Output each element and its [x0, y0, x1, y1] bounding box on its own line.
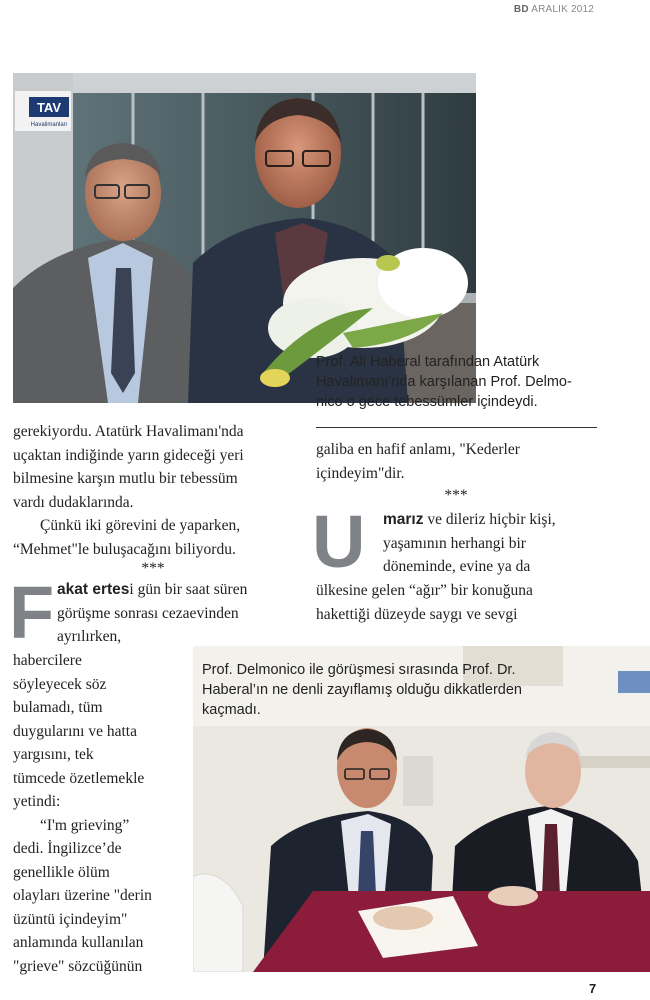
text-line: duygularını ve hatta: [13, 722, 137, 740]
text-line: olayları üzerine "derin: [13, 887, 152, 904]
column-right-wide: [316, 579, 616, 626]
page-number: 7: [589, 981, 597, 996]
lead-bold: marız: [383, 511, 424, 528]
text-line: yetindi:: [13, 793, 61, 810]
caption-line: Haberal’ın ne denli zayıflamış olduğu dikkatlerden: [202, 682, 522, 698]
lead-rest: ve dileriz hiçbir kişi,: [423, 511, 556, 528]
text-line: yargısını, tek: [13, 746, 94, 763]
text-line: Çünkü iki görevini de yaparken,: [40, 517, 241, 534]
caption-line: kaçmadı.: [202, 702, 261, 718]
text-line: üzüntü içindeyim": [13, 910, 128, 928]
text-line: “Mehmet"le buluşacağını biliyordu.: [13, 540, 236, 558]
caption-line: Havalimanı'nda karşılanan Prof. Delmo-: [316, 374, 572, 390]
text-line: "grieve" sözcüğünün: [13, 957, 143, 975]
tav-sign-sub: Havalimanları: [30, 122, 68, 128]
text-line: söyleyecek söz: [13, 675, 107, 693]
text-line: dedi. İngilizce’de: [13, 840, 122, 857]
text-line: vardı dudaklarında.: [13, 493, 134, 511]
text-line: galiba en hafif anlamı, "Kederler: [316, 441, 520, 458]
text-line: uçaktan indiğinde yarın gideceği yeri: [13, 446, 244, 464]
column-left-narrow: [13, 649, 193, 978]
running-header: [514, 4, 594, 15]
text-line: [57, 578, 307, 602]
text-line: bulamadı, tüm: [13, 699, 103, 716]
text-line: anlamında kullanılan: [13, 934, 144, 951]
text-line: gerekiyordu. Atatürk Havalimanı'nda: [13, 423, 244, 440]
text-line: ülkesine gelen “ağır” bir konuğuna: [316, 582, 533, 599]
column-right-lead: [383, 508, 613, 579]
column-right-top: [316, 438, 616, 485]
section-divider-stars-2: ***: [444, 487, 468, 504]
dropcap-u: U: [312, 500, 366, 583]
text-line: ayrılırken,: [57, 628, 122, 645]
lead-bold: akat ertes: [57, 581, 130, 598]
photo-meeting-caption: [202, 660, 632, 720]
text-line: döneminde, evine ya da: [383, 558, 531, 575]
caption-line: nico o gece tebessümler içindeydi.: [316, 394, 538, 410]
text-line: habercilere: [13, 652, 82, 669]
text-line: tümcede özetlemekle: [13, 769, 145, 787]
caption-line: Prof. Ali Haberal tarafından Atatürk: [316, 354, 540, 370]
issue-date: ARALIK 2012: [531, 4, 594, 15]
caption-line: Prof. Delmonico ile görüşmesi sırasında Prof. Dr.: [202, 662, 516, 678]
text-line: yaşamının herhangi bir: [383, 534, 526, 552]
caption-rule: [316, 427, 597, 428]
photo-airport-caption: [316, 352, 606, 412]
column-left-top: [13, 420, 313, 561]
text-line: görüşme sonrası cezaevinden: [57, 604, 239, 622]
lead-rest: i gün bir saat süren: [129, 581, 248, 598]
text-line: [383, 508, 613, 532]
text-line: “I'm grieving”: [40, 816, 130, 834]
section-divider-stars: ***: [141, 560, 165, 577]
tav-sign-text: TAV: [36, 100, 62, 115]
column-left-lead: [57, 578, 307, 649]
text-line: hakettiği düzeyde saygı ve sevgi: [316, 605, 518, 623]
text-line: içindeyim"dir.: [316, 464, 405, 482]
dropcap-f: F: [9, 571, 55, 654]
magazine-name: BD: [513, 4, 529, 15]
text-line: genellikle ölüm: [13, 863, 110, 881]
text-line: bilmesine karşın mutlu bir tebessüm: [13, 470, 238, 487]
